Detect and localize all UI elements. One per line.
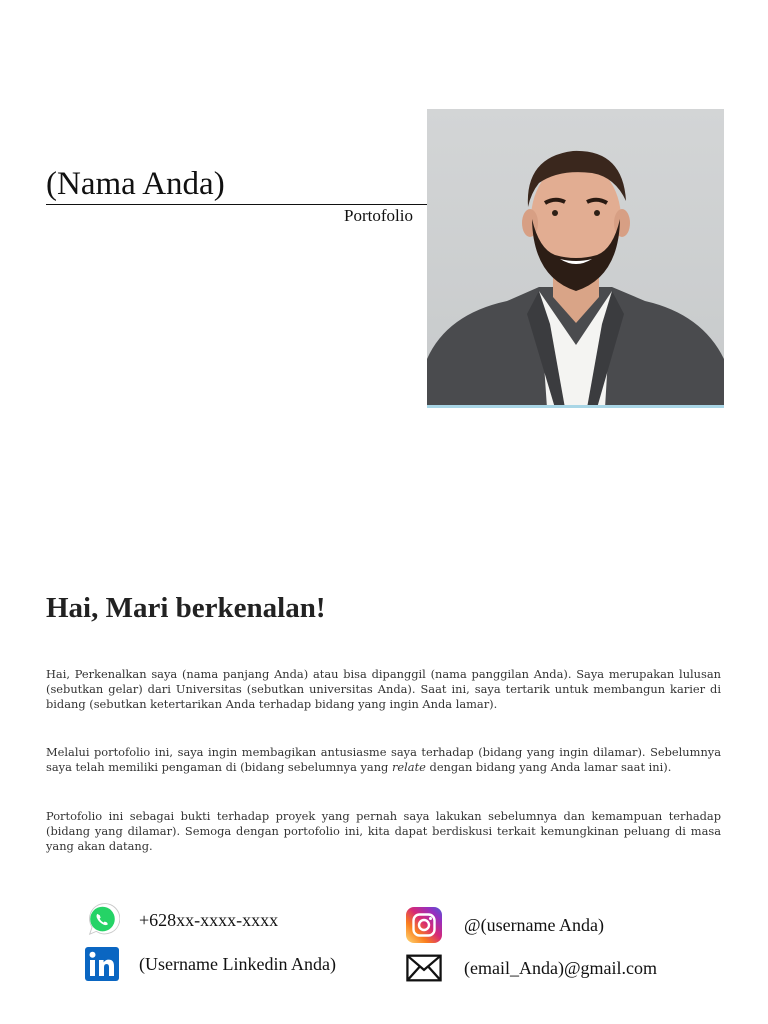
intro-paragraph-2-part-1: Melalui portofolio ini, saya ingin membagikan antusiasme saya terhadap (bidang yang ingin dilamar). Sebelumnya saya telah memiliki pengaman di (bidang sebelumnya yang bbox=[46, 745, 721, 774]
contact-instagram[interactable] bbox=[406, 907, 604, 943]
page-title: (Nama Anda) bbox=[46, 166, 225, 202]
whatsapp-icon bbox=[84, 902, 120, 938]
intro-paragraph-3: Portofolio ini sebagai bukti terhadap proyek yang pernah saya lakukan sebelumnya dan kemampuan terhadap (bidang yang dilamar). Semoga dengan portofolio ini, kita dapat berdiskusi terkait kemungkinan peluang di masa yang akan datang. bbox=[46, 809, 721, 853]
contact-email[interactable] bbox=[406, 950, 657, 986]
instagram-icon bbox=[406, 907, 442, 943]
photo-bottom-edge bbox=[427, 405, 724, 408]
intro-paragraph-2-part-2: dengan bidang yang Anda lamar saat ini). bbox=[425, 760, 672, 774]
page-subtitle: Portofolio bbox=[344, 206, 413, 225]
profile-photo bbox=[427, 109, 724, 408]
instagram-username: @(username Anda) bbox=[464, 914, 605, 935]
intro-paragraph-1: Hai, Perkenalkan saya (nama panjang Anda) atau bisa dipanggil (nama panggilan Anda). Saya merupakan lulusan (sebutkan gelar) dari Universitas (sebutkan universitas Anda). Saat ini, saya tertarik untuk membangun karier di bidang (sebutkan ketertarikan Anda terhadap bidang yang ingin Anda lamar). bbox=[46, 667, 721, 711]
intro-paragraph-2 bbox=[46, 745, 721, 775]
whatsapp-number: +628xx-xxxx-xxxx bbox=[139, 909, 279, 930]
contact-whatsapp[interactable] bbox=[84, 902, 278, 938]
intro-heading: Hai, Mari berkenalan! bbox=[46, 592, 326, 624]
linkedin-icon bbox=[84, 946, 120, 982]
email-address: (email_Anda)@gmail.com bbox=[464, 957, 658, 978]
linkedin-username: (Username Linkedin Anda) bbox=[139, 953, 336, 974]
intro-paragraph-2-italic: relate bbox=[391, 760, 426, 774]
title-divider bbox=[46, 204, 427, 205]
contact-linkedin[interactable] bbox=[84, 946, 336, 982]
mail-icon bbox=[406, 950, 442, 986]
